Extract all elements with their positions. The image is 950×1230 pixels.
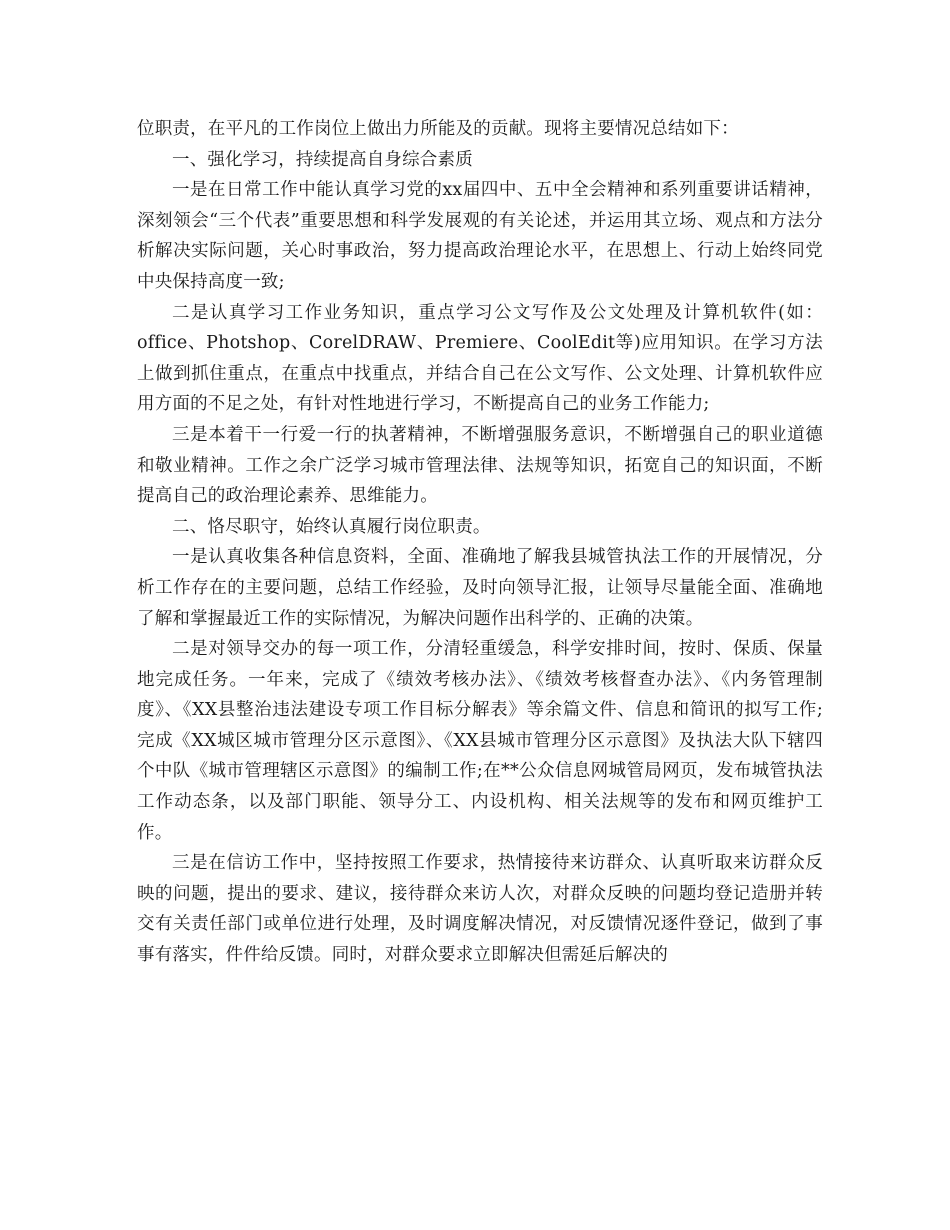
paragraph-petition-work: 三是在信访工作中，坚持按照工作要求，热情接待来访群众、认真听取来访群众反映的问题，提出的要求、建议，接待群众来访人次，对群众反映的问题均登记造册并转交有关责任部门或单位进行处理，及时调度解决情况，对反馈情况逐件登记，做到了事事有落实，件件给反馈。同时，对群众要求立即解决但需延后解决的 [137,853,823,966]
paragraph-information-collection: 一是认真收集各种信息资料，全面、准确地了解我县城管执法工作的开展情况，分析工作存在的主要问题，总结工作经验，及时向领导汇报，让领导尽量能全面、准确地了解和掌握最近工作的实际情况，为解决问题作出科学的、正确的决策。 [137,547,823,629]
paragraph-professional-ethics: 三是本着干一行爱一行的执著精神，不断增强服务意识，不断增强自己的职业道德和敬业精神。工作之余广泛学习城市管理法律、法规等知识，拓宽自己的知识面，不断提高自己的政治理论素养、思维能力。 [137,424,823,507]
paragraph-business-study: 二是认真学习工作业务知识，重点学习公文写作及公文处理及计算机软件(如：office、Photshop、CorelDRAW、Premiere、CoolEdit等)应用知识。在学习方法上做到抓住重点，在重点中找重点，并结合自己在公文写作、公文处理、计算机软件应用方面的不足之处，有针对性地进行学习，不断提高自己的业务工作能力; [137,302,823,415]
paragraph-continuation: 位职责，在平凡的工作岗位上做出力所能及的贡献。现将主要情况总结如下： [137,119,739,139]
document-body [137,114,823,971]
paragraph-political-study: 一是在日常工作中能认真学习党的xx届四中、五中全会精神和系列重要讲话精神，深刻领会“三个代表”重要思想和科学发展观的有关论述，并运用其立场、观点和方法分析解决实际问题，关心时事政治，努力提高政治理论水平，在思想上、行动上始终同党中央保持高度一致; [137,180,823,292]
section-heading-duties: 二、恪尽职守，始终认真履行岗位职责。 [172,516,491,537]
section-heading-study: 一、强化学习，持续提高自身综合素质 [172,149,473,170]
paragraph-assigned-tasks: 二是对领导交办的每一项工作，分清轻重缓急，科学安排时间，按时、保质、保量地完成任务。一年来，完成了《绩效考核办法》、《绩效考核督查办法》、《内务管理制度》、《XX县整治违法建设专项工作目标分解表》等余篇文件、信息和简讯的拟写工作;完成《XX城区城市管理分区示意图》、《XX县城市管理分区示意图》及执法大队下辖四个中队《城市管理辖区示意图》的编制工作;在**公众信息网城管局网页，发布城管执法工作动态条，以及部门职能、领导分工、内设机构、相关法规等的发布和网页维护工作。 [137,639,823,843]
